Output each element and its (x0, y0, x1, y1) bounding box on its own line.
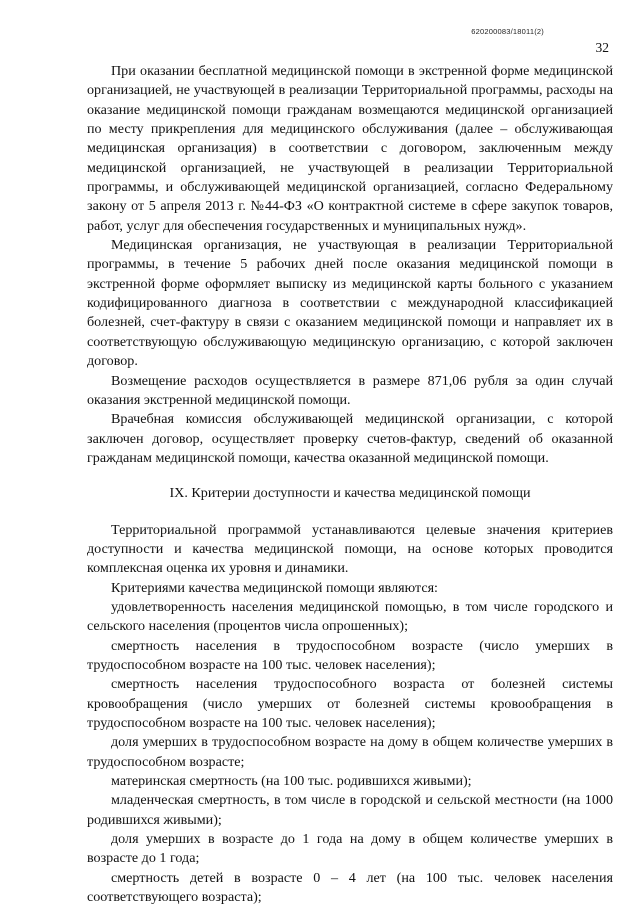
criteria-list-item: доля умерших в возрасте до 1 года на дому в общем количестве умерших в возрасте до 1 года; (87, 831, 613, 867)
criteria-list-item: удовлетворенность населения медицинской помощью, в том числе городского и сельского населения (процентов числа опрошенных); (87, 598, 613, 635)
paragraph-non-participating-organization: Медицинская организация, не участвующая в реализации Территориальной программы, в течение 5 рабочих дней после оказания медицинской помощи в экстренной форме оформляет выписку из медицинской карты больного с указанием кодифицированного диагноза в соответствии с международной классификацией болезней, счет-фактуру в связи с оказанием медицинской помощи и направляет их в соответствующую обслуживающую медицинскую организацию, с которой заключен договор. (87, 237, 613, 370)
criteria-list-item: смертность населения трудоспособного возраста от болезней системы кровообращения (число умерших от болезней системы кровообращения в трудоспособном возрасте на 100 тыс. человек населения); (87, 676, 613, 731)
paragraph-medical-commission: Врачебная комиссия обслуживающей медицинской организации, с которой заключен договор, осуществляет проверку счетов-фактур, сведений об оказанной гражданам медицинской помощи, качества оказанной медицинской помощи. (87, 411, 613, 466)
criteria-list-item: материнская смертность (на 100 тыс. родившихся живыми); (111, 773, 472, 790)
document-body (87, 62, 613, 907)
paragraph-quality-criteria-lead: Критериями качества медицинской помощи являются: (111, 579, 438, 596)
paragraph-emergency-care-reimbursement: При оказании бесплатной медицинской помощи в экстренной форме медицинской организацией, не участвующей в реализации Территориальной программы, расходы на оказание медицинской помощи гражданам возмещаются медицинской организацией по месту прикрепления для медицинского обслуживания (далее – обслуживающая медицинская организация) в соответствии с договором, заключенным между медицинской организацией, не участвующей в реализации Территориальной программы, и обслуживающей медицинской организацией, согласно Федеральному закону от 5 апреля 2013 г. №44-ФЗ «О контрактной системе в сфере закупок товаров, работ, услуг для обеспечения государственных и муниципальных нужд». (87, 63, 613, 234)
criteria-list-item: смертность населения в трудоспособном возрасте (число умерших в трудоспособном возрасте на 100 тыс. человек населения); (87, 637, 613, 673)
criteria-list-item: смертность детей в возрасте 0 – 4 лет (на 100 тыс. человек населения соответствующего возраста); (87, 869, 613, 906)
criteria-list-item: младенческая смертность, в том числе в городской и сельской местности (на 1000 родившихся живыми); (87, 792, 613, 828)
page-number: 32 (595, 40, 609, 55)
criteria-list-item: доля умерших в трудоспособном возрасте на дому в общем количестве умерших в трудоспособном возрасте; (87, 734, 613, 770)
paragraph-reimbursement-amount: Возмещение расходов осуществляется в размере 871,06 рубля за один случай оказания экстренной медицинской помощи. (87, 372, 613, 408)
document-id: 620200083/18011(2) (471, 27, 544, 36)
paragraph-criteria-intro: Территориальной программой устанавливаются целевые значения критериев доступности и качества медицинской помощи, на основе которых проводится комплексная оценка их уровня и динамики. (87, 521, 613, 577)
section-heading: IX. Критерии доступности и качества медицинской помощи (169, 485, 531, 502)
